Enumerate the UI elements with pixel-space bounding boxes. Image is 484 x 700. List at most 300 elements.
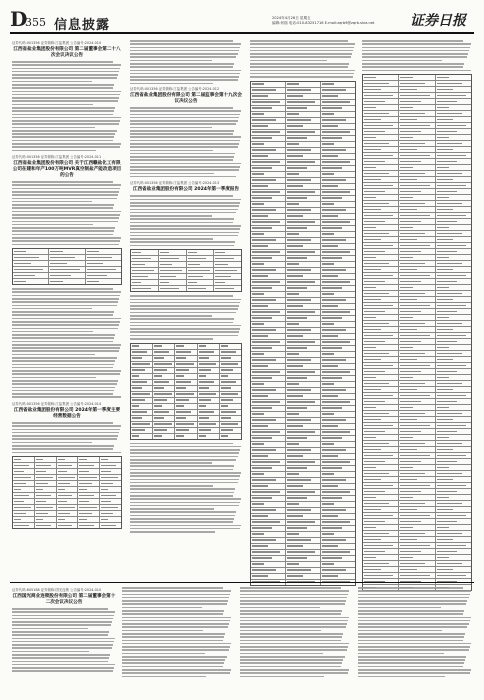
table-cell — [86, 249, 121, 254]
table-cell — [251, 454, 286, 459]
table-cell — [198, 362, 220, 367]
text-line — [358, 659, 465, 661]
table-cell — [363, 141, 399, 146]
table-cell — [251, 304, 286, 309]
table-cell — [251, 544, 286, 549]
table-cell — [363, 231, 399, 236]
text-line — [358, 587, 463, 589]
text-line — [12, 107, 115, 109]
text-line — [12, 661, 108, 663]
table-cell — [153, 374, 175, 379]
table-cell — [399, 387, 435, 392]
table-cell — [251, 112, 286, 117]
table-cell — [436, 309, 471, 314]
table-cell — [251, 316, 286, 321]
table-cell — [175, 428, 197, 433]
bottom-column-3 — [240, 587, 350, 679]
table-cell — [321, 346, 355, 351]
table-cell — [321, 442, 355, 447]
table-cell — [286, 352, 321, 357]
table-cell — [399, 81, 435, 86]
text-line — [12, 383, 117, 385]
table-cell — [321, 574, 355, 579]
text-line — [240, 597, 347, 599]
table-cell — [286, 244, 321, 249]
table-cell — [198, 350, 220, 355]
notice-title: 江西省盐业集团股份有限公司 第二届董事会第二十八次会议决议公告 — [13, 47, 121, 58]
table-cell — [436, 189, 471, 194]
text-line — [12, 140, 113, 142]
table-cell — [175, 410, 197, 415]
table-cell — [399, 477, 435, 482]
text-line — [250, 53, 352, 55]
table-cell — [286, 376, 321, 381]
table-cell — [436, 195, 471, 200]
table-cell — [399, 345, 435, 350]
table-cell — [363, 303, 399, 308]
table-cell — [251, 232, 286, 237]
table-cell — [363, 561, 399, 566]
text-line — [12, 191, 119, 193]
table-cell — [286, 118, 321, 123]
text-line — [130, 205, 239, 207]
table-cell — [363, 99, 399, 104]
table-cell — [399, 201, 435, 206]
table-cell — [399, 447, 435, 452]
table-cell — [436, 291, 471, 296]
table-cell — [251, 532, 286, 537]
text-line — [358, 623, 469, 625]
text-line — [12, 377, 96, 379]
table-cell — [286, 142, 321, 147]
table-cell — [436, 315, 471, 320]
table-cell — [363, 177, 399, 182]
table-cell — [286, 82, 321, 87]
table-cell — [321, 154, 355, 159]
table-cell — [35, 517, 57, 522]
table-cell — [13, 487, 35, 492]
text-line — [240, 613, 341, 615]
table-cell — [321, 166, 355, 171]
table-cell — [321, 304, 355, 309]
text-line — [12, 117, 121, 119]
table-cell — [220, 362, 241, 367]
text-line — [130, 485, 213, 487]
text-line — [12, 94, 120, 96]
text-line — [358, 610, 464, 612]
table-cell — [159, 274, 187, 279]
table-cell — [286, 496, 321, 501]
table-cell — [286, 178, 321, 183]
table-cell — [131, 356, 153, 361]
text-line — [12, 188, 120, 190]
table-cell — [57, 523, 79, 528]
text-line — [122, 617, 231, 619]
table-cell — [286, 478, 321, 483]
table-cell — [363, 351, 399, 356]
table-cell — [363, 549, 399, 554]
table-cell — [436, 105, 471, 110]
text-line — [362, 60, 442, 62]
table-cell — [286, 124, 321, 129]
table-cell — [57, 475, 79, 480]
table-cell — [251, 370, 286, 375]
table-cell — [286, 112, 321, 117]
text-line — [240, 610, 342, 612]
table-cell — [436, 531, 471, 536]
table-cell — [399, 303, 435, 308]
table-cell — [78, 457, 100, 462]
text-line — [122, 643, 231, 645]
table-cell — [321, 358, 355, 363]
table-cell — [49, 267, 85, 272]
table-cell — [286, 202, 321, 207]
table-cell — [399, 495, 435, 500]
table-cell — [436, 417, 471, 422]
table-cell — [321, 448, 355, 453]
table-cell — [251, 400, 286, 405]
table-cell — [175, 350, 197, 355]
text-line — [12, 370, 121, 372]
table-cell — [131, 434, 153, 439]
table-cell — [363, 531, 399, 536]
text-line — [240, 590, 349, 592]
text-line — [12, 380, 118, 382]
table-cell — [100, 517, 121, 522]
table-cell — [436, 183, 471, 188]
text-line — [250, 60, 327, 62]
table-cell — [399, 207, 435, 212]
table-cell — [286, 544, 321, 549]
text-line — [12, 234, 113, 236]
section-number: 355 — [25, 16, 46, 29]
table-cell — [399, 297, 435, 302]
body-text — [130, 107, 242, 178]
text-line — [240, 630, 321, 632]
table-cell — [321, 394, 355, 399]
text-line — [12, 422, 113, 424]
table-cell — [436, 165, 471, 170]
table-cell — [286, 550, 321, 555]
table-cell — [251, 286, 286, 291]
table-cell — [286, 88, 321, 93]
table-cell — [321, 280, 355, 285]
table-cell — [321, 184, 355, 189]
table-cell — [286, 382, 321, 387]
text-line — [12, 373, 120, 375]
table-cell — [436, 285, 471, 290]
table-cell — [286, 556, 321, 561]
table-cell — [321, 436, 355, 441]
text-line — [240, 653, 323, 655]
table-cell — [251, 442, 286, 447]
text-line — [130, 228, 240, 230]
table-cell — [220, 428, 241, 433]
text-line — [362, 40, 463, 42]
table-cell — [286, 130, 321, 135]
table-cell — [175, 386, 197, 391]
text-line — [358, 649, 469, 651]
table-cell — [251, 484, 286, 489]
text-line — [130, 528, 240, 530]
text-line — [240, 626, 346, 628]
table-cell — [286, 160, 321, 165]
text-line — [12, 198, 117, 200]
text-line — [12, 68, 120, 70]
table-cell — [251, 436, 286, 441]
text-line — [358, 662, 464, 664]
table-cell — [251, 130, 286, 135]
table-cell — [436, 237, 471, 242]
text-line — [130, 159, 233, 161]
table-cell — [251, 220, 286, 225]
table-cell — [399, 99, 435, 104]
table-cell — [399, 261, 435, 266]
table-cell — [321, 514, 355, 519]
table-cell — [100, 493, 121, 498]
text-line — [130, 169, 239, 171]
table-cell — [35, 463, 57, 468]
column-2 — [130, 40, 242, 534]
text-line — [12, 393, 113, 395]
table-cell — [35, 493, 57, 498]
table-cell — [363, 489, 399, 494]
table-cell — [436, 525, 471, 530]
table-cell — [321, 220, 355, 225]
text-line — [12, 64, 121, 66]
table-cell — [363, 327, 399, 332]
table-cell — [363, 453, 399, 458]
table-cell — [399, 159, 435, 164]
table-cell — [399, 141, 435, 146]
text-line — [12, 354, 95, 356]
table-cell — [399, 117, 435, 122]
text-line — [130, 469, 233, 471]
table-cell — [321, 316, 355, 321]
table-cell — [251, 466, 286, 471]
table-cell — [436, 135, 471, 140]
table-cell — [198, 410, 220, 415]
table-cell — [251, 496, 286, 501]
table-cell — [321, 226, 355, 231]
table-cell — [399, 273, 435, 278]
text-line — [122, 613, 223, 615]
table-cell — [321, 472, 355, 477]
table-row — [13, 523, 121, 528]
table-cell — [363, 543, 399, 548]
table-cell — [321, 118, 355, 123]
table-cell — [86, 279, 121, 284]
table-cell — [286, 484, 321, 489]
data-table — [12, 456, 122, 529]
text-line — [12, 146, 120, 148]
table-cell — [251, 430, 286, 435]
table-cell — [131, 404, 153, 409]
table-cell — [153, 362, 175, 367]
table-cell — [436, 375, 471, 380]
data-table — [130, 249, 242, 292]
column-1 — [12, 40, 122, 529]
table-cell — [251, 376, 286, 381]
text-line — [130, 83, 213, 85]
table-cell — [286, 508, 321, 513]
table-cell — [100, 523, 121, 528]
text-line — [12, 230, 114, 232]
table-cell — [78, 499, 100, 504]
table-cell — [131, 368, 153, 373]
table-cell — [399, 543, 435, 548]
table-cell — [286, 322, 321, 327]
table-cell — [220, 422, 241, 427]
table-cell — [251, 478, 286, 483]
table-cell — [436, 123, 471, 128]
text-line — [12, 435, 118, 437]
table-cell — [251, 310, 286, 315]
table-cell — [321, 190, 355, 195]
table-cell — [363, 363, 399, 368]
table-cell — [363, 249, 399, 254]
text-line — [122, 587, 223, 589]
text-line — [130, 241, 235, 243]
text-line — [250, 47, 354, 49]
table-cell — [153, 356, 175, 361]
table-row — [131, 286, 241, 291]
table-cell — [436, 147, 471, 152]
table-cell — [436, 129, 471, 134]
table-cell — [251, 460, 286, 465]
data-table — [12, 248, 122, 285]
text-line — [12, 631, 109, 633]
body-text — [12, 181, 122, 245]
table-cell — [436, 99, 471, 104]
table-cell — [286, 418, 321, 423]
table-cell — [175, 374, 197, 379]
text-line — [358, 636, 464, 638]
text-line — [12, 240, 120, 242]
table-cell — [399, 381, 435, 386]
table-cell — [363, 279, 399, 284]
table-cell — [159, 250, 187, 255]
text-line — [130, 114, 240, 116]
table-cell — [286, 220, 321, 225]
text-line — [130, 117, 239, 119]
text-line — [130, 312, 236, 314]
table-cell — [363, 117, 399, 122]
table-cell — [321, 298, 355, 303]
table-cell — [363, 513, 399, 518]
column-3 — [250, 40, 356, 586]
table-cell — [220, 374, 241, 379]
table-cell — [363, 195, 399, 200]
table-cell — [399, 177, 435, 182]
table-cell — [153, 416, 175, 421]
table-cell — [436, 303, 471, 308]
table-cell — [363, 465, 399, 470]
text-line — [12, 638, 115, 640]
table-cell — [436, 555, 471, 560]
text-line — [12, 100, 118, 102]
table-cell — [436, 321, 471, 326]
text-line — [358, 590, 471, 592]
table-cell — [363, 321, 399, 326]
data-table — [130, 343, 242, 440]
notice-title: 江西省盐业集团股份有限公司 2024年第一季度主要经营数据公告 — [13, 408, 121, 419]
text-line — [250, 70, 355, 72]
text-line — [250, 40, 348, 42]
table-cell — [57, 487, 79, 492]
table-cell — [321, 310, 355, 315]
table-cell — [286, 460, 321, 465]
table-cell — [13, 255, 49, 260]
text-line — [130, 449, 240, 451]
text-line — [358, 607, 441, 609]
table-cell — [363, 105, 399, 110]
text-line — [358, 643, 471, 645]
table-cell — [198, 380, 220, 385]
section-title: 信息披露 — [54, 18, 111, 33]
text-line — [130, 322, 233, 324]
table-cell — [363, 345, 399, 350]
table-cell — [198, 434, 220, 439]
notice-title: 江西省盐业集团股份有限公司 2024年第一季度报告 — [132, 187, 240, 193]
text-line — [130, 495, 233, 497]
table-cell — [175, 356, 197, 361]
table-cell — [286, 466, 321, 471]
table-cell — [251, 106, 286, 111]
table-cell — [35, 487, 57, 492]
table-cell — [436, 453, 471, 458]
table-cell — [251, 550, 286, 555]
table-cell — [13, 249, 49, 254]
text-line — [12, 311, 114, 313]
table-cell — [436, 327, 471, 332]
table-cell — [399, 93, 435, 98]
text-line — [12, 324, 119, 326]
table-cell — [436, 297, 471, 302]
table-cell — [399, 555, 435, 560]
table-cell — [251, 268, 286, 273]
text-line — [122, 626, 228, 628]
table-cell — [49, 249, 85, 254]
table-cell — [399, 87, 435, 92]
text-line — [130, 202, 240, 204]
text-line — [130, 176, 236, 178]
table-cell — [159, 262, 187, 267]
text-line — [12, 611, 115, 613]
table-cell — [251, 94, 286, 99]
text-line — [130, 456, 238, 458]
table-cell — [175, 392, 197, 397]
table-cell — [251, 274, 286, 279]
table-cell — [220, 386, 241, 391]
table-cell — [363, 189, 399, 194]
table-cell — [399, 513, 435, 518]
body-text — [12, 61, 122, 151]
table-cell — [363, 495, 399, 500]
text-line — [130, 40, 233, 42]
text-line — [122, 630, 203, 632]
table-cell — [436, 255, 471, 260]
text-line — [12, 244, 119, 246]
table-cell — [100, 463, 121, 468]
table-cell — [78, 523, 100, 528]
text-line — [358, 613, 463, 615]
table-cell — [131, 344, 153, 349]
text-line — [122, 590, 231, 592]
table-cell — [363, 285, 399, 290]
table-cell — [399, 327, 435, 332]
table-cell — [321, 82, 355, 87]
